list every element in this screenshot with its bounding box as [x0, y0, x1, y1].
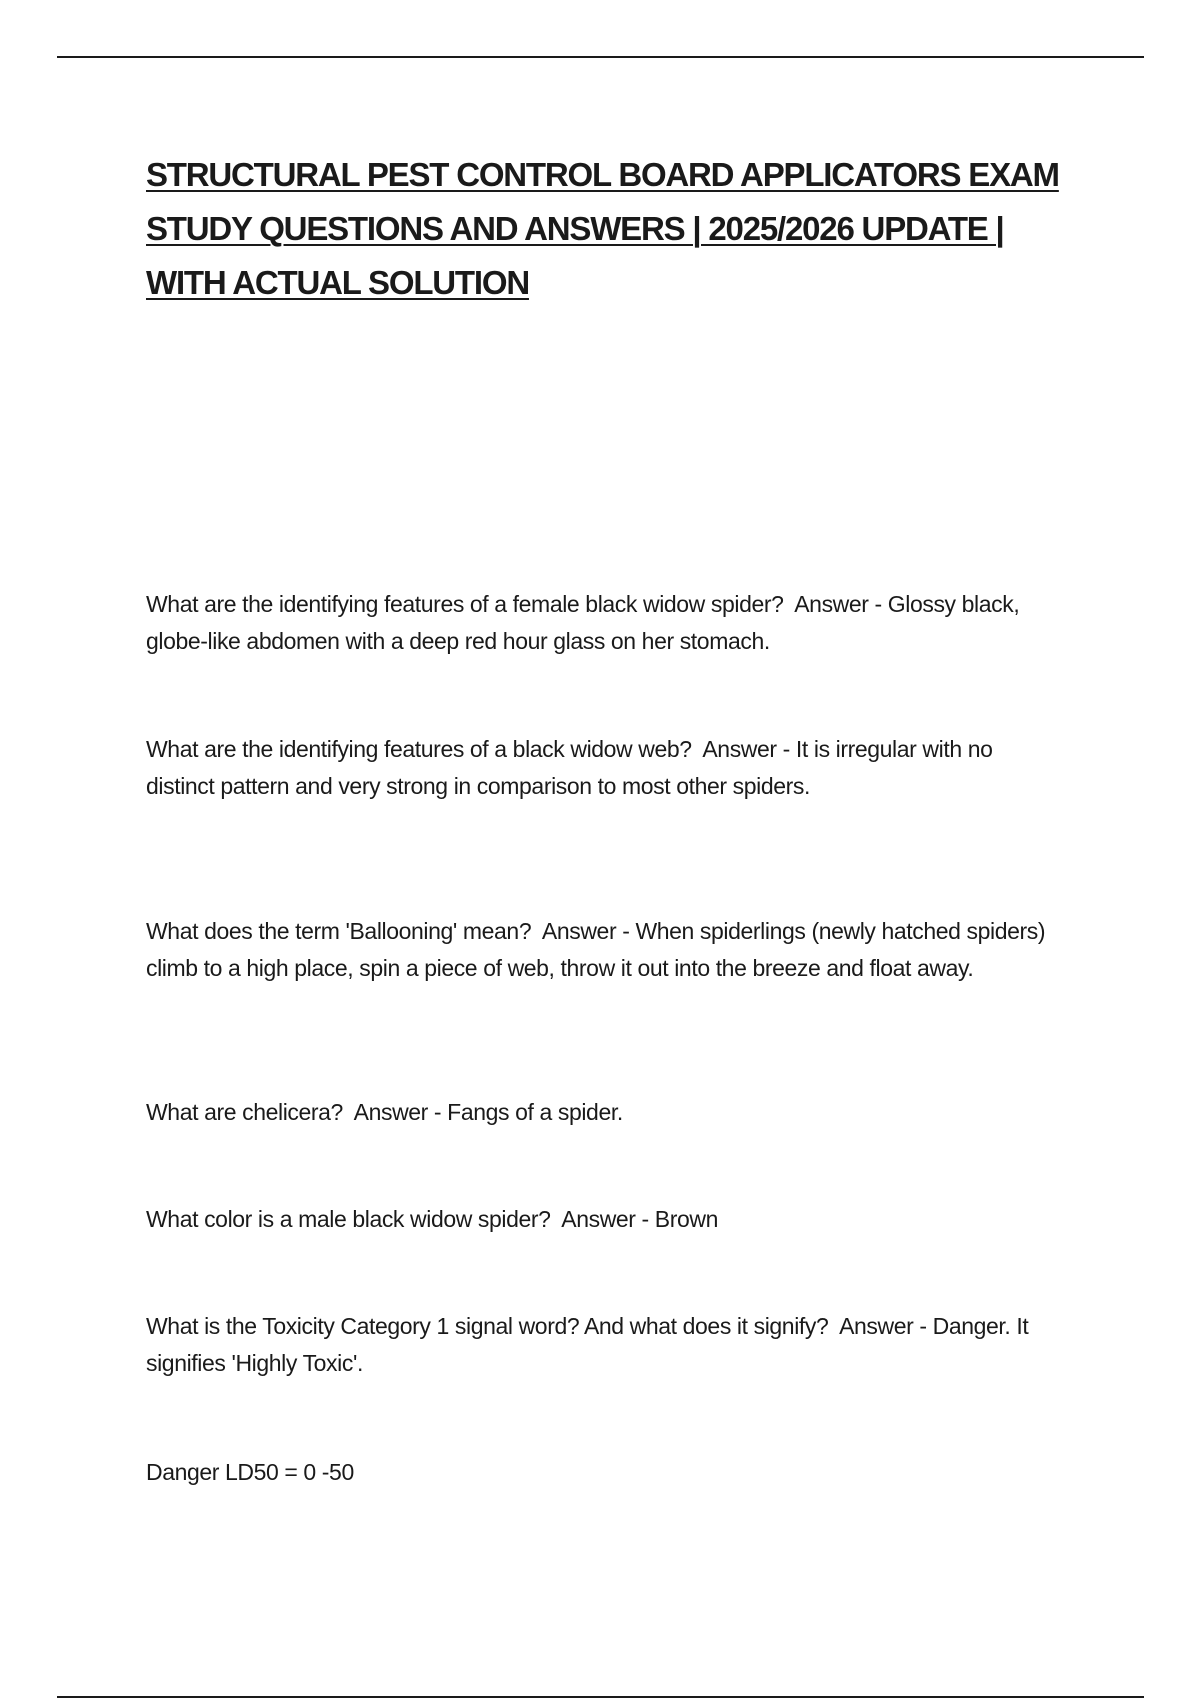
top-rule: [57, 56, 1144, 58]
document-title: STRUCTURAL PEST CONTROL BOARD APPLICATORS EXAM STUDY QUESTIONS AND ANSWERS | 2025/2026 UPDATE | WITH ACTUAL SOLUTION: [146, 156, 1059, 301]
qa-item-female-black-widow: What are the identifying features of a female black widow spider? Answer - Glossy black, globe-like abdomen with a deep red hour glass on her stomach.: [146, 591, 1026, 654]
qa-item-male-black-widow-color: What color is a male black widow spider? Answer - Brown: [146, 1206, 718, 1232]
qa-item-black-widow-web: What are the identifying features of a black widow web? Answer - It is irregular with no distinct pattern and very strong in comparison to most other spiders.: [146, 736, 999, 799]
qa-item-danger-ld50: Danger LD50 = 0 -50: [146, 1459, 354, 1485]
bottom-rule: [57, 1696, 1144, 1698]
qa-item-ballooning: What does the term 'Ballooning' mean? Answer - When spiderlings (newly hatched spiders) climb to a high place, spin a piece of web, throw it out into the breeze and float away.: [146, 918, 1052, 981]
qa-item-toxicity-category-1: What is the Toxicity Category 1 signal word? And what does it signify? Answer - Danger. It signifies 'Highly Toxic'.: [146, 1313, 1035, 1376]
qa-item-chelicera: What are chelicera? Answer - Fangs of a spider.: [146, 1099, 623, 1125]
